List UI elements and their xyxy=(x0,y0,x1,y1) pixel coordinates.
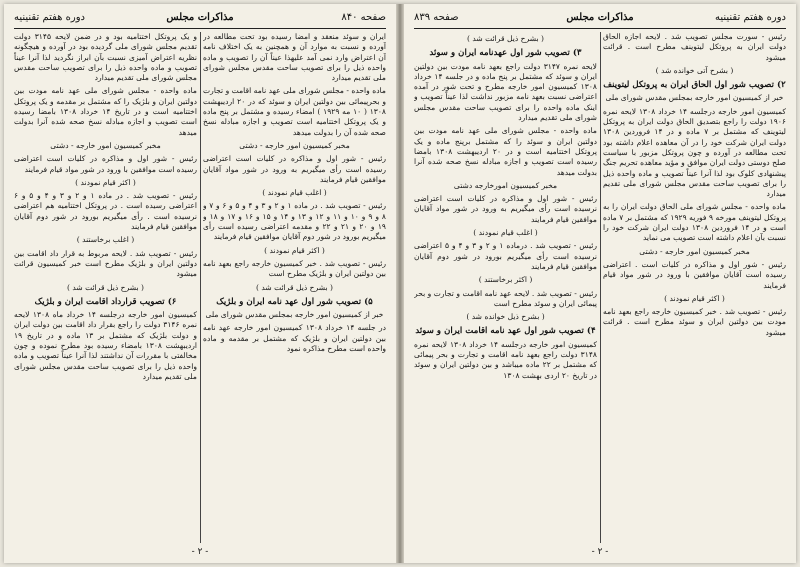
page-number: - ۲ - xyxy=(191,547,209,557)
centered-note: ( بشرح آتی خوانده شد ) xyxy=(655,65,734,75)
text-columns xyxy=(414,32,786,543)
paragraph: و یک پروتکل اختتامیه بود و در ضمن لایحه ۳۱۴۵ دولت تقدیم مجلس شورای ملی گردیده بود در آورده و هیچگونه نظریه اعتراض آمیزی نسبت بآن ابراز نگردید لذا آنرا عیناً تصویب و ماده واحده ذیل را برای تصویب ساحت مقدس مجلس شورای ملی تقدیم میدارد xyxy=(14,32,197,83)
paragraph: رئیس - تصویب شد . لایحه عهد نامه اقامت و تجارت و بحر پیمائی ایران و سوئد مطرح است xyxy=(414,288,597,308)
paragraph: ماده واحده - مجلس شورای ملی الحاق دولت ایران را به پروتکل لیتوینف مورخه ۹ فوریه ۱۹۲۹ که مشتمل بر ۷ ماده است و در ۱۴ فروردین ۱۳۰۸ دولت ایران شرکت خود را نسبت بآن اعلام داشته است تصویب می نماید xyxy=(603,202,786,243)
page-header xyxy=(14,10,386,29)
paragraph: لایحه نمره ۳۱۴۷ دولت راجع بعهد نامه مودت بین دولتین ایران و سوئد که مشتمل بر پنج ماده و در جلسه ۱۴ خرداد ۱۳۰۸ کمیسیون امور خارجه مطرح و تحت شور در آمده اعتراضی نسبت بعهد نامه مزبور نداشت لذا عیناً تصویب و اینک ماده واحده را برای تصویب ساحت مقدس مجلس شورای ملی تقدیم میدارد xyxy=(414,61,597,123)
paragraph: رئیس - تصویب شد . در ماده ۱ و ۲ و ۳ و ۴ و ۵ و ۶ اعتراضی رسیده است . در پروتکل اختتامیه هم اعتراضی نرسیده است . رأی میگیریم بورود در شور دوم آقایان موافقین قیام فرمایند xyxy=(14,191,197,232)
paragraph: رئیس - شور اول و مذاکره در کلیات است اعتراضی رسیده است رأی میگیریم به ورود در شور مواد آقایان موافقین قیام فرمایند xyxy=(203,154,386,184)
centered-note: ( اغلب برخاستند ) xyxy=(76,235,135,245)
paragraph: کمیسیون امور خارجه درجلسه ۱۴ خرداد ۱۳۰۸ لایحه نمره ۳۱۴۸ دولت راجع بعهد نامه اقامت و تجارت و بحر پیمائی که مشتمل بر ۲۲ ماده میباشد و بین دولتین ایران و سوئد در تاریخ ۲۰ اردی بهشت ۱۳۰۸ xyxy=(414,339,597,380)
paragraph: رئیس - شور اول و مذاکره در کلیات است اعتراضی نرسیده است رأی میگیریم به ورود در شور مواد آقایان موافقین قیام فرمایند xyxy=(414,194,597,224)
centered-note: ( اکثر قیام نمودند ) xyxy=(264,245,325,255)
paragraph: رئیس - تصویب شد . خبر کمیسیون خارجه راجع بعهد نامه مودت بین دولتین ایران و سوئد مطرح است . قرائت میشود xyxy=(603,307,786,337)
text-column-left xyxy=(14,32,197,543)
centered-note: ( بشرح ذیل قرائت شد ) xyxy=(466,34,545,43)
paragraph: رئیس - تصویب شد . درماده ۱ و ۲ و ۳ و ۴ و ۵ اعتراضی نرسیده است رأی میگیریم بورود در شور دوم آقایان موافقین قیام فرمایند xyxy=(414,241,597,271)
book-gutter xyxy=(396,4,404,563)
right-page xyxy=(404,4,796,563)
centered-note: ( اغلب قیام نمودند ) xyxy=(262,188,327,198)
section-heading: ۶) تصویب قرارداد اقامت ایران و بلژیک xyxy=(34,296,177,307)
paragraph: ایران و سوئد منعقد و امضا رسیده بود تحت مطالعه در آورده و نسبت به موارد آن و همچنین به یک اختلاف نامه آن اعتراض وارد نمی آمد علیهذا عیناً آن را تصویب و ماده واحده ذیل را برای تصویب ساحت مقدس مجلس شورای ملی تقدیم میدارد xyxy=(203,32,386,83)
centered-note: خبر از کمیسیون امور خارجه بمجلس مقدس شورای ملی xyxy=(605,93,784,103)
column-divider xyxy=(200,32,201,543)
section-heading: ۳) تصویب شور اول عهدنامه ایران و سوئد xyxy=(429,48,582,59)
text-column-left xyxy=(414,32,597,543)
page-header xyxy=(414,10,786,29)
header-title: مذاکرات مجلس xyxy=(166,12,234,23)
paragraph: رئیس - تصویب شد . خبر کمیسیون خارجه راجع بعهد نامه بین دولتین ایران و بلژیک مطرح است xyxy=(203,258,386,279)
header-page-label: صفحه ۸۳۹ xyxy=(414,12,459,23)
paragraph: کمیسیون امور خارجه درجلسه ۱۴ خرداد ماه ۱۳۰۸ لایحه نمره ۳۱۴۶ دولت را راجع بقرار داد اقامت بین دولت ایران و دولت بلژیک که مشتمل بر ۱۳ ماده و در تاریخ ۱۹ اردیبهشت ۱۳۰۸ بامضاء رسیده بود مطرح نموده و چون مخالفتی با مقررات آن نداشتند لذا آنرا عیناً تصویب و ماده واحده ذیل را برای تصویب ساحت مقدس مجلس شورای ملی تقدیم میدارد xyxy=(14,310,197,381)
centered-note: مخبر کمیسیون امورخارجه دشتی xyxy=(453,180,558,190)
centered-note: ( اکثر برخاستند ) xyxy=(478,275,533,285)
page-number: - ۲ - xyxy=(591,547,609,557)
centered-note: مخبر کمیسیون امور خارجه - دشتی xyxy=(239,140,350,150)
paragraph: رئیس - شور اول و مذاکره در کلیات است اعتراضی رسیده است موافقین با ورود در شور مواد قیام فرمایند xyxy=(14,154,197,174)
paragraph: رئیس - تصویب شد . در ماده ۱ و ۲ و ۳ و ۴ و ۵ و ۶ و ۷ و ۸ و ۹ و ۱۰ و ۱۱ و ۱۲ و ۱۳ و ۱۴ و ۱۵ و ۱۶ و ۱۷ و ۱۸ و ۱۹ و ۲۰ و ۲۱ و ۲۲ و مقدمه اعتراضی رسیده است رأی میگیریم بورود در شور دوم آقایان موافقین قیام فرمایند xyxy=(203,201,386,242)
book-spread xyxy=(4,4,796,563)
paragraph: ماده واحده - مجلس شورای ملی عهد نامه اقامت و تجارت و بحرپیمائی بین دولتین ایران و سوئد که در ۲۰ اردیبهشت ۱۳۰۸ ( ۱۰ مه ۱۹۲۹ ) امضاء رسیده و مشتمل بر پنج ماده و یک پروتکل اختتامیه است تصویب و اجازه مبادله نسخ صحه شده آن را بدولت میدهد xyxy=(203,86,386,137)
text-columns xyxy=(14,32,386,543)
centered-note: ( بشرح ذیل خوانده شد ) xyxy=(466,312,545,322)
left-page xyxy=(4,4,396,563)
paragraph: کمیسیون امور خارجه درجلسه ۱۴ خرداد ۱۳۰۸ لایحه نمره ۱۹۰۶ دولت را راجع بتصدیق الحاق دولت ایران به پروتکل لیتوینف که مشتمل بر ۷ ماده و در ۱۴ فروردین ۱۳۰۸ دولت ایران شرکت خود را در آن معاهده اعلام داشته بود تحت مطالعه در آورده و چون پروتکل مزبور با سیاست صلح دوستی دولت ایران موافق و مؤید معاهده تحریم جنگ پیشنهادی کلوک بود لذا آنرا عیناً تصویب و ماده واحده ذیل را برای تصویب ساحت مقدس مجلس شورای ملی تقدیم میدارد xyxy=(603,106,786,199)
centered-note: مخبر کمیسیون امور خارجه - دشتی xyxy=(639,246,750,256)
centered-note: ( بشرح ذیل قرائت شد ) xyxy=(66,282,145,292)
centered-note: ( اغلب قیام نمودند ) xyxy=(473,228,538,238)
paragraph: رئیس - سورت مجلس تصویب شد . لایحه اجازه الحاق دولت ایران به پروتکل لیتوینف مطرح است . قرائت میشود xyxy=(603,32,786,62)
header-page-label: صفحه ۸۴۰ xyxy=(341,12,386,23)
centered-note: مخبر کمیسیون امور خارجه - دشتی xyxy=(50,140,161,150)
paragraph: ماده واحده - مجلس شورای ملی عهد نامه مودت بین دولتین ایران و بلژیک را که مشتمل بر مقدمه و یک پروتکل اختتامیه است و در تاریخ ۱۴ خرداد ۱۳۰۸ بامضا رسیده است تصویب و اجازه مبادله نسخ صحه شده آنرا بدولت میدهد xyxy=(14,86,197,137)
paragraph: ماده واحده - مجلس شورای ملی عهد نامه مودت بین دولتین ایران و سوئد را که مشتمل برپنج ماده و یک پروتکل اختتامیه است و در ۲۰ اردیبهشت ۱۳۰۸ بامضا رسیده است تصویب و اجازه مبادله نسخ صحه شده آنرا بدولت میدهد xyxy=(414,126,597,177)
centered-note: ( بشرح ذیل قرائت شد ) xyxy=(255,282,334,292)
centered-note: ( اکثر قیام نمودند ) xyxy=(75,177,136,187)
section-heading: ۲) تصویب شور اول الحاق ایران به پروتکل لیتوینف xyxy=(603,80,786,91)
paragraph: در جلسه ۱۴ خرداد ۱۳۰۸ کمیسیون امور خارجه عهد نامه بین دولتین ایران و بلژیک که مشتمل بر مقدمه و ماده واحده است مطرح مذاکره نمود xyxy=(203,323,386,354)
header-session: دوره هفتم تقنینیه xyxy=(715,12,786,23)
text-column-right xyxy=(203,32,386,543)
section-heading: ۵) تصویب شور اول عهد نامه ایران و بلژیک xyxy=(216,296,373,307)
section-heading: ۴) تصویب شور اول عهد نامه اقامت ایران و سوئد xyxy=(415,326,596,337)
header-title: مذاکرات مجلس xyxy=(566,12,634,23)
text-column-right xyxy=(603,32,786,543)
paragraph: رئیس - شور اول و مذاکره در کلیات است . اعتراضی رسیده است آقایان موافقین با ورود در شور مواد قیام فرمایند xyxy=(603,259,786,290)
centered-note: خبر از کمیسیون امور خارجه بمجلس مقدس شورای ملی xyxy=(205,310,384,320)
paragraph: رئیس - تصویب شد . لایحه مربوط به قرار داد اقامت بین دولتین ایران و بلژیک مطرح است خبر کمیسیون قرائت میشود xyxy=(14,248,197,279)
column-divider xyxy=(600,32,601,543)
header-session: دوره هفتم تقنینیه xyxy=(14,12,85,23)
centered-note: ( اکثر قیام نمودند ) xyxy=(664,293,725,303)
